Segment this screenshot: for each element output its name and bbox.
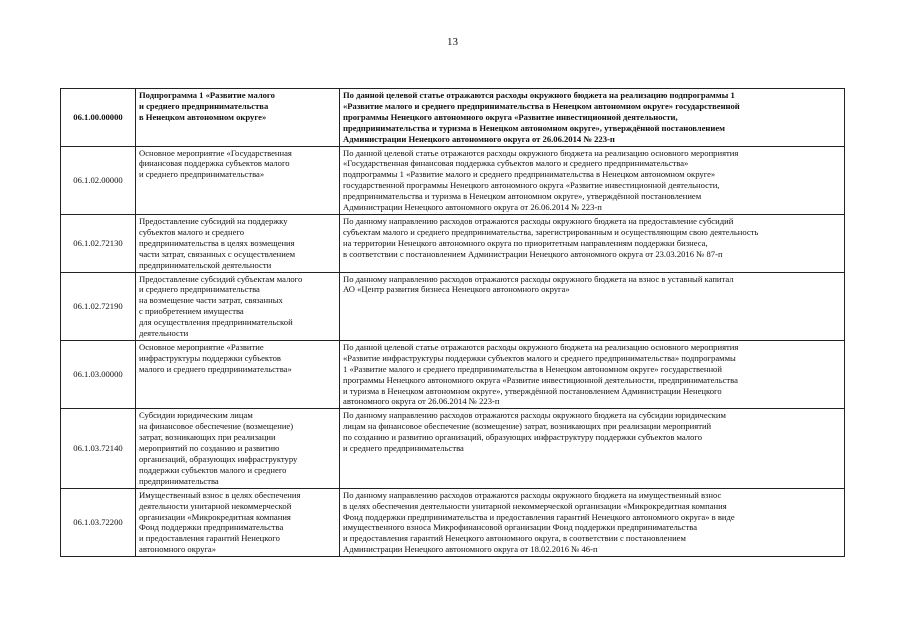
row-name: Субсидии юридическим лицам на финансовое обеспечение (возмещение) затрат, возникающих при реализации мероприятий по созданию и развитию организаций, образующих инфраструктуру поддержки субъектов малого и среднего предпринимательства bbox=[136, 409, 340, 488]
row-code: 06.1.00.00000 bbox=[61, 89, 136, 147]
row-description: По данной целевой статье отражаются расходы окружного бюджета на реализацию основного мероприятия «Государственная финансовая поддержка субъектов малого и среднего предпринимательства» подпрограммы 1 «Развитие малого и среднего предпринимательства в Ненецком автономном округе» государственной программы Ненецкого автономного округа «Развитие инвестиционной деятельности, предпринимательства и туризма в Ненецком автономном округе», утверждённой постановлением Администрации Ненецкого автономного округа от 26.06.2014 № 223-п bbox=[340, 146, 845, 214]
row-code: 06.1.02.72190 bbox=[61, 272, 136, 340]
row-description: По данной целевой статье отражаются расходы окружного бюджета на реализацию подпрограммы 1 «Развитие малого и среднего предпринимательства в Ненецком автономном округе» государственной программы Ненецкого автономного округа «Развитие инвестиционной деятельности, предпринимательства и туризма в Ненецком автономном округе», утверждённой постановлением Администрации Ненецкого автономного округа от 26.06.2014 № 223-п bbox=[340, 89, 845, 147]
row-name: Предоставление субсидий субъектам малого и среднего предпринимательства на возмещение части затрат, связанных с приобретением имущества для осуществления предпринимательской деятельности bbox=[136, 272, 340, 340]
table-row bbox=[61, 340, 845, 408]
row-code: 06.1.02.72130 bbox=[61, 214, 136, 272]
row-code: 06.1.03.72140 bbox=[61, 409, 136, 488]
row-name: Подпрограмма 1 «Развитие малого и среднего предпринимательства в Ненецком автономном округе» bbox=[136, 89, 340, 147]
table-row bbox=[61, 214, 845, 272]
row-code: 06.1.03.00000 bbox=[61, 340, 136, 408]
row-name: Предоставление субсидий на поддержку субъектов малого и среднего предпринимательства в целях возмещения части затрат, связанных с осуществлением предпринимательской деятельности bbox=[136, 214, 340, 272]
row-name: Основное мероприятие «Государственная финансовая поддержка субъектов малого и среднего предпринимательства» bbox=[136, 146, 340, 214]
row-name: Основное мероприятие «Развитие инфраструктуры поддержки субъектов малого и среднего предпринимательства» bbox=[136, 340, 340, 408]
row-description: По данному направлению расходов отражаются расходы окружного бюджета на предоставление субсидий субъектам малого и среднего предпринимательства, зарегистрированным и осуществляющим свою деятельность на территории Ненецкого автономного округа по приоритетным направлениям поддержки бизнеса, в соответствии с постановлением Администрации Ненецкого автономного округа от 23.03.2016 № 87-п bbox=[340, 214, 845, 272]
row-code: 06.1.02.00000 bbox=[61, 146, 136, 214]
row-description: По данной целевой статье отражаются расходы окружного бюджета на реализацию основного мероприятия «Развитие инфраструктуры поддержки субъектов малого и среднего предпринимательства» подпрограммы 1 «Развитие малого и среднего предпринимательства в Ненецком автономном округе» государственной программы Ненецкого автономного округа «Развитие инвестиционной деятельности, предпринимательства и туризма в Ненецком автономном округе», утверждённой постановлением Администрации Ненецкого автономного округа от 26.06.2014 № 223-п bbox=[340, 340, 845, 408]
row-name: Имущественный взнос в целях обеспечения деятельности унитарной некоммерческой организации «Микрокредитная компания Фонд поддержки предпринимательства и предоставления гарантий Ненецкого автономного округа» bbox=[136, 488, 340, 556]
row-code: 06.1.03.72200 bbox=[61, 488, 136, 556]
row-description: По данному направлению расходов отражаются расходы окружного бюджета на взнос в уставный капитал АО «Центр развития бизнеса Ненецкого автономного округа» bbox=[340, 272, 845, 340]
page-number: 13 bbox=[447, 36, 458, 48]
row-description: По данному направлению расходов отражаются расходы окружного бюджета на имущественный взнос в целях обеспечения деятельности унитарной некоммерческой организации «Микрокредитная компания Фонд поддержки предпринимательства и предоставления гарантий Ненецкого автономного округа» в виде имущественного взноса Микрофинансовой организации Фонд поддержки предпринимательства и предоставления гарантий Ненецкого автономного округа, в соответствии с постановлением Администрации Ненецкого автономного округа от 18.02.2016 № 46-п bbox=[340, 488, 845, 556]
table-row bbox=[61, 409, 845, 488]
table-row bbox=[61, 272, 845, 340]
table-row bbox=[61, 146, 845, 214]
budget-classification-table bbox=[60, 88, 845, 557]
table-row bbox=[61, 488, 845, 556]
table-row bbox=[61, 89, 845, 147]
row-description: По данному направлению расходов отражаются расходы окружного бюджета на субсидии юридическим лицам на финансовое обеспечение (возмещение) затрат, возникающих при реализации мероприятий по созданию и развитию организаций, образующих инфраструктуру поддержки субъектов малого и среднего предпринимательства bbox=[340, 409, 845, 488]
